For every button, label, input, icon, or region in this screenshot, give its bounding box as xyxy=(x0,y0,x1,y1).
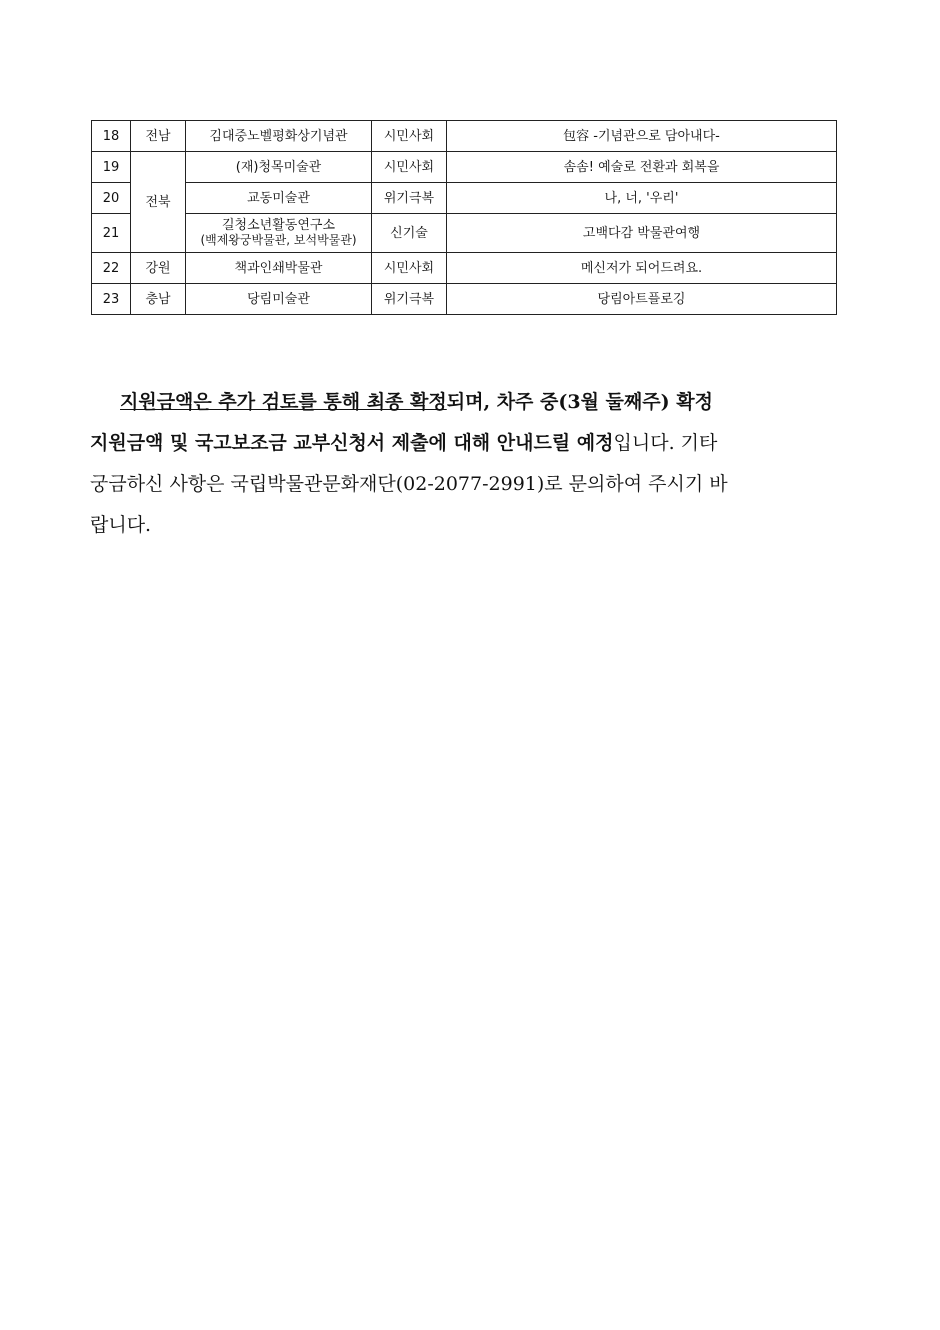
category-cell: 시민사회 xyxy=(372,121,447,152)
program-title-cell: 당림아트플로깅 xyxy=(447,284,837,315)
confirmation-phrase: 지원금액은 추가 검토를 통해 최종 확정 xyxy=(120,391,447,413)
program-title-cell: 고백다감 박물관여행 xyxy=(447,214,837,253)
schedule-phrase: 되며, 차주 중(3월 둘째주) 확정 xyxy=(446,391,713,413)
notice-line-4: 랍니다. xyxy=(90,514,152,536)
table-row xyxy=(92,253,837,284)
program-title-cell: 나, 너, '우리' xyxy=(447,183,837,214)
notice-line-1 xyxy=(90,382,850,423)
museum-name-subline: (백제왕궁박물관, 보석박물관) xyxy=(200,233,357,247)
program-title-cell: 包容 -기념관으로 담아내다- xyxy=(447,121,837,152)
table-row xyxy=(92,214,837,253)
museum-program-table xyxy=(91,120,837,315)
table-row xyxy=(92,183,837,214)
category-cell: 시민사회 xyxy=(372,152,447,183)
row-number: 22 xyxy=(92,253,131,284)
table-row xyxy=(92,284,837,315)
museum-cell: 교동미술관 xyxy=(186,183,372,214)
notice-line-2 xyxy=(90,423,850,464)
program-title-cell: 솜솜! 예술로 전환과 회복을 xyxy=(447,152,837,183)
museum-cell: 김대중노벨평화상기념관 xyxy=(186,121,372,152)
region-cell: 강원 xyxy=(131,253,186,284)
program-title-cell: 메신저가 되어드려요. xyxy=(447,253,837,284)
notice-paragraph xyxy=(90,382,850,546)
row-number: 21 xyxy=(92,214,131,253)
category-cell: 위기극복 xyxy=(372,284,447,315)
notice-text: 입니다. 기타 xyxy=(613,432,718,454)
museum-cell: 책과인쇄박물관 xyxy=(186,253,372,284)
row-number: 20 xyxy=(92,183,131,214)
museum-name-line: 길청소년활동연구소 xyxy=(221,218,336,233)
museum-cell xyxy=(186,214,372,253)
category-cell: 시민사회 xyxy=(372,253,447,284)
row-number: 18 xyxy=(92,121,131,152)
row-number: 19 xyxy=(92,152,131,183)
region-cell: 전남 xyxy=(131,121,186,152)
region-cell: 충남 xyxy=(131,284,186,315)
museum-cell: 당림미술관 xyxy=(186,284,372,315)
table-row xyxy=(92,121,837,152)
region-cell: 전북 xyxy=(131,152,186,253)
museum-cell: (재)청목미술관 xyxy=(186,152,372,183)
notice-line-3: 궁금하신 사항은 국립박물관문화재단(02-2077-2991)로 문의하여 주시기 바 xyxy=(90,473,728,495)
category-cell: 신기술 xyxy=(372,214,447,253)
row-number: 23 xyxy=(92,284,131,315)
table-row xyxy=(92,152,837,183)
guidance-phrase: 지원금액 및 국고보조금 교부신청서 제출에 대해 안내드릴 예정 xyxy=(90,432,614,454)
category-cell: 위기극복 xyxy=(372,183,447,214)
